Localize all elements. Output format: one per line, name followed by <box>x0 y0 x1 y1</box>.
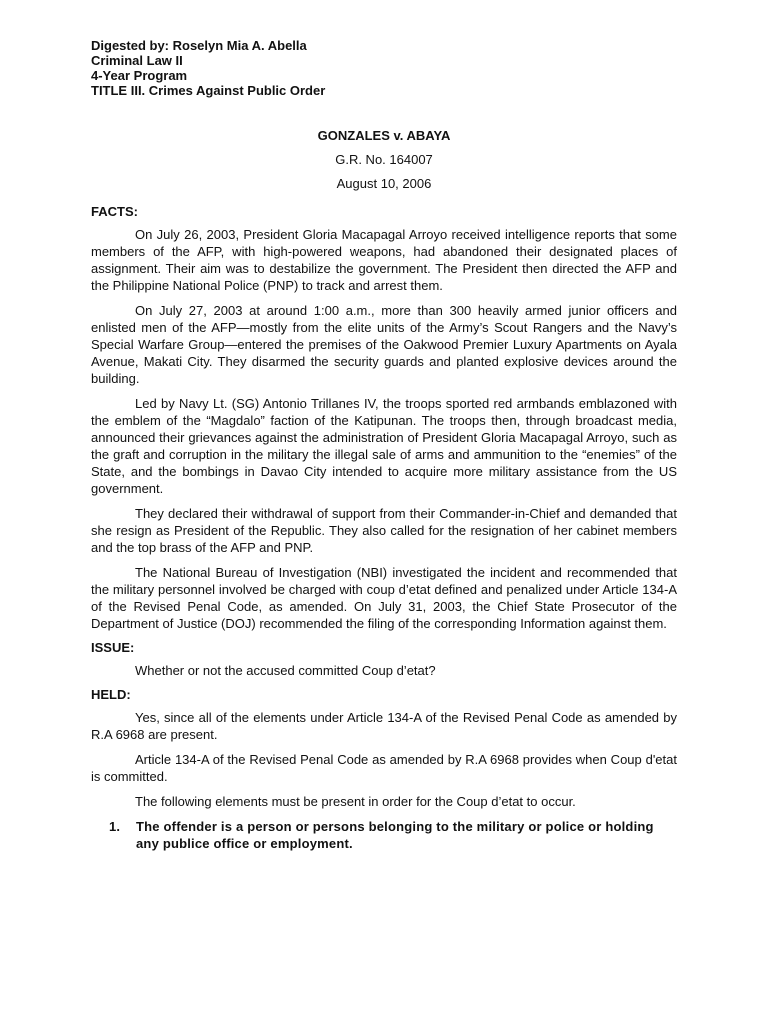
held-paragraph: Yes, since all of the elements under Article 134-A of the Revised Penal Code as amended by R.A 6968 are present. <box>91 710 677 742</box>
facts-heading: FACTS: <box>91 204 138 219</box>
facts-paragraph: Led by Navy Lt. (SG) Antonio Trillanes IV, the troops sported red armbands emblazoned with the emblem of the “Magdalo” faction of the Katipunan. The troops then, through broadcast media, announced their grievances against the administration of President Gloria Macapagal Arroyo, such as the graft and corruption in the military the illegal sale of arms and ammunition to the “enemies” of the State, and the bombings in Davao City intended to acquire more military assistance from the US government. <box>91 396 677 496</box>
case-date: August 10, 2006 <box>336 176 432 191</box>
course-name: Criminal Law II <box>91 53 183 68</box>
document-header <box>91 38 677 98</box>
digested-by: Digested by: Roselyn Mia A. Abella <box>91 38 307 53</box>
element-text: The offender is a person or persons belonging to the military or police or holding any publice office or employment. <box>136 819 654 851</box>
facts-paragraph: On July 26, 2003, President Gloria Macapagal Arroyo received intelligence reports that some members of the AFP, with high-powered weapons, had abandoned their designated places of assignment. Their aim was to destabilize the government. The President then directed the AFP and the Philippine National Police (PNP) to track and arrest them. <box>91 227 677 293</box>
held-paragraph: Article 134-A of the Revised Penal Code as amended by R.A 6968 provides when Coup d'etat is committed. <box>91 752 677 784</box>
facts-paragraph: They declared their withdrawal of support from their Commander-in-Chief and demanded that she resign as President of the Republic. They also called for the resignation of her cabinet members and the top brass of the AFP and PNP. <box>91 506 677 555</box>
facts-paragraph: The National Bureau of Investigation (NBI) investigated the incident and recommended that the military personnel involved be charged with coup d’etat defined and penalized under Article 134-A of the Revised Penal Code, as amended. On July 31, 2003, the Chief State Prosecutor of the Department of Justice (DOJ) recommended the filing of the corresponding Information against them. <box>91 565 677 631</box>
element-number: 1. <box>109 819 121 834</box>
case-name: GONZALES v. ABAYA <box>317 128 451 143</box>
case-gr-number: G.R. No. 164007 <box>335 152 433 167</box>
held-section <box>91 687 677 852</box>
held-paragraph: The following elements must be present in order for the Coup d’etat to occur. <box>135 794 576 809</box>
program-name: 4-Year Program <box>91 68 188 83</box>
facts-section <box>91 204 677 632</box>
issue-heading: ISSUE: <box>91 640 135 655</box>
case-info <box>91 128 677 192</box>
title-heading: TITLE III. Crimes Against Public Order <box>91 83 326 98</box>
element-list-item <box>91 818 677 852</box>
held-heading: HELD: <box>91 687 131 702</box>
issue-section <box>91 640 677 679</box>
issue-text: Whether or not the accused committed Coup d’etat? <box>135 663 436 678</box>
document-page <box>91 38 677 852</box>
facts-paragraph: On July 27, 2003 at around 1:00 a.m., more than 300 heavily armed junior officers and enlisted men of the AFP—mostly from the elite units of the Army’s Scout Rangers and the Navy’s Special Warfare Group—entered the premises of the Oakwood Premier Luxury Apartments on Ayala Avenue, Makati City. They disarmed the security guards and planted explosive devices around the building. <box>91 303 677 386</box>
